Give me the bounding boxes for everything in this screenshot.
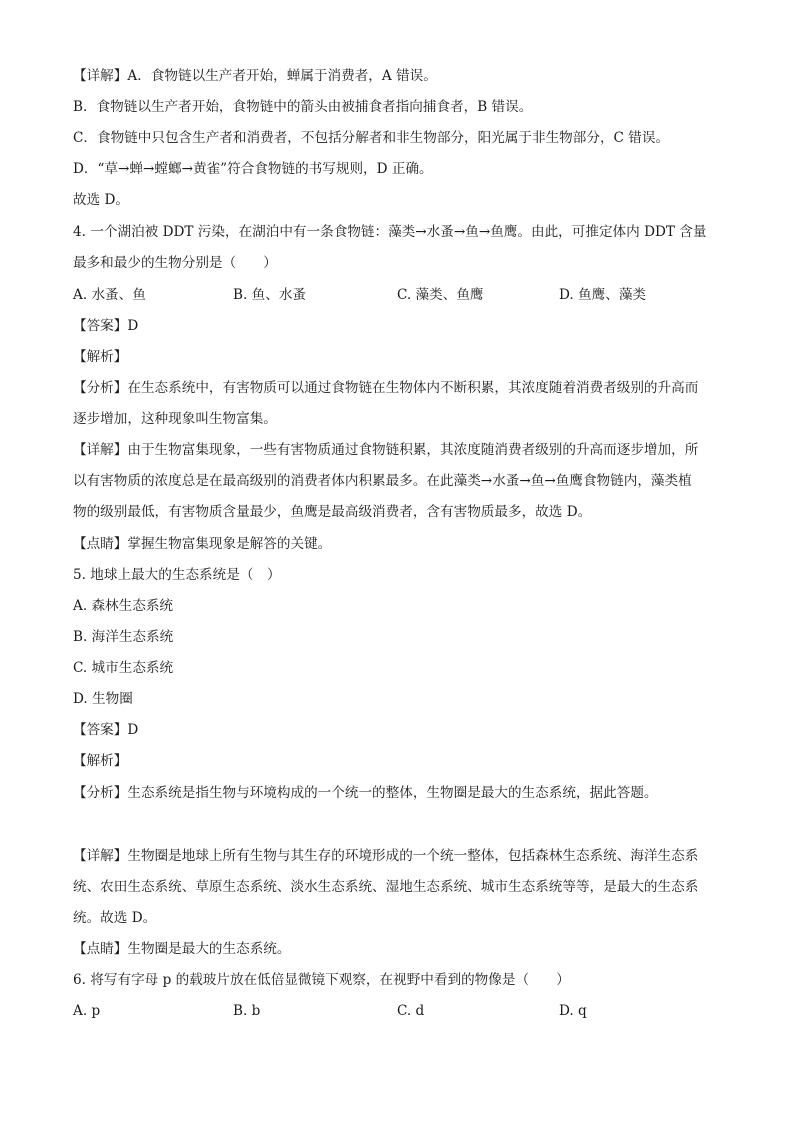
explanation-line: D．“草→蝉→螳螂→黄雀”符合食物链的书写规则，D 正确。 [73, 161, 433, 177]
analysis-line: 【分析】生态系统是指生物与环境构成的一个统一的整体，生物圈是最大的生态系统，据此答题。 [73, 785, 658, 801]
option-d: D. 鱼鹰、藻类 [559, 287, 647, 303]
question-4-stem: 4. 一个湖泊被 DDT 污染，在湖泊中有一条食物链：藻类→水蚤→鱼→鱼鹰。由此，可推定体内 DDT 含量 [73, 224, 707, 240]
explanation-line: 【详解】由于生物富集现象，一些有害物质通过食物链积累，其浓度随消费者级别的升高而逐步增加，所 [73, 442, 699, 458]
option-c: C. 城市生态系统 [73, 660, 174, 676]
explanation-line: 统。故选 D。 [73, 910, 157, 926]
explanation-line: 以有害物质的浓度总是在最高级别的消费者体内积累最多。在此藻类→水蚤→鱼→鱼鹰食物链内，藻类植 [73, 473, 692, 489]
option-a: A. 水蚤、鱼 [73, 287, 146, 303]
question-4-options [73, 285, 723, 305]
question-6-options [73, 1001, 723, 1021]
option-b: B. 海洋生态系统 [73, 629, 174, 645]
option-a: A. p [73, 1003, 101, 1019]
option-d: D. 生物圈 [73, 691, 133, 707]
option-c: C. 藻类、鱼鹰 [397, 287, 484, 303]
key-point-line: 【点睛】掌握生物富集现象是解答的关键。 [73, 536, 332, 552]
option-b: B. b [233, 1003, 261, 1019]
explanation-line: 【详解】A．食物链以生产者开始，蝉属于消费者，A 错误。 [73, 68, 437, 84]
option-d: D. q [559, 1003, 587, 1019]
option-a: A. 森林生态系统 [73, 598, 174, 614]
option-b: B. 鱼、水蚤 [233, 287, 307, 303]
analysis-line: 【分析】在生态系统中，有害物质可以通过食物链在生物体内不断积累，其浓度随着消费者级别的升高而 [73, 380, 699, 396]
question-6-stem: 6. 将写有字母 p 的载玻片放在低倍显微镜下观察，在视野中看到的物像是（ ） [73, 972, 570, 988]
analysis-line: 逐步增加，这种现象叫生物富集。 [73, 411, 277, 427]
option-c: C. d [397, 1003, 425, 1019]
answer-line: 【答案】D [73, 722, 139, 738]
answer-line: 【答案】D [73, 318, 139, 334]
explanation-line: C．食物链中只包含生产者和消费者，不包括分解者和非生物部分，阳光属于非生物部分，C 错误。 [73, 130, 670, 146]
question-5-stem: 5. 地球上最大的生态系统是（ ） [73, 567, 281, 583]
explanation-line: 统、农田生态系统、草原生态系统、淡水生态系统、湿地生态系统、城市生态系统等等，是最大的生态系 [73, 879, 699, 895]
explanation-line: 【详解】生物圈是地球上所有生物与其生存的环境形成的一个统一整体，包括森林生态系统、海洋生态系 [73, 848, 699, 864]
explanation-line: B．食物链以生产者开始，食物链中的箭头由被捕食者指向捕食者，B 错误。 [73, 99, 533, 115]
explanation-line: 物的级别最低，有害物质含量最少，鱼鹰是最高级消费者，含有害物质最多，故选 D。 [73, 504, 592, 520]
key-point-line: 【点睛】生物圈是最大的生态系统。 [73, 941, 291, 957]
analysis-heading: 【解析】 [73, 753, 128, 769]
analysis-heading: 【解析】 [73, 349, 128, 365]
question-4-stem: 最多和最少的生物分别是（ ） [73, 255, 277, 271]
conclusion-line: 故选 D。 [73, 192, 130, 208]
